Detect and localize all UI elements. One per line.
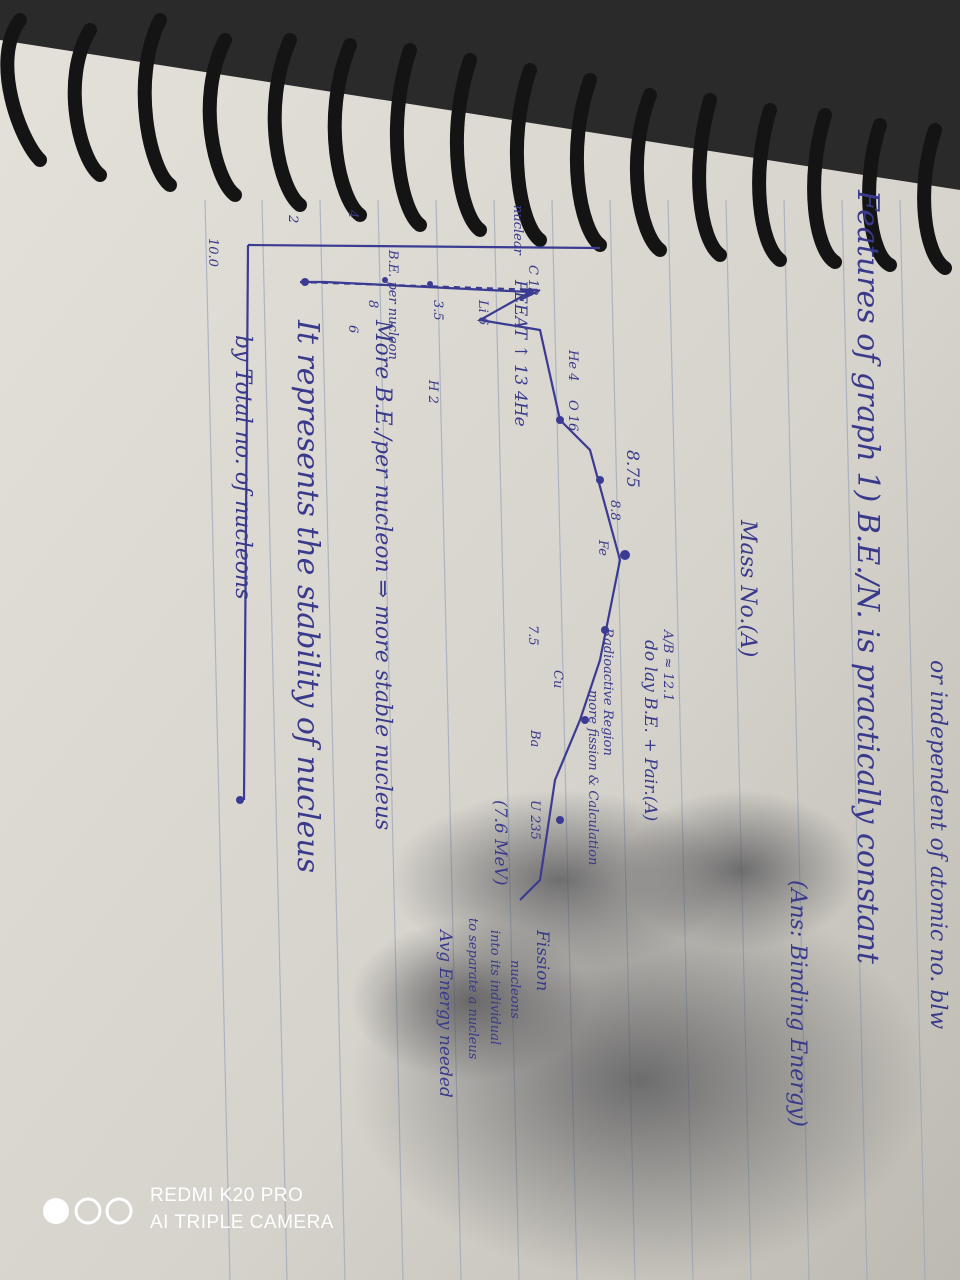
energy-note-1: Avg Energy needed	[435, 930, 455, 1098]
note-bottom2: Features of graph 1) B.E./N. is practically constant	[850, 190, 885, 964]
graph-fe-label: Fe	[595, 540, 610, 557]
graph-x-label: Mass No.(A)	[735, 520, 760, 658]
curve-label-ba: Ba	[527, 730, 542, 748]
y-tick-8: 8	[365, 300, 380, 309]
curve-label-cu: Cu	[550, 670, 565, 689]
curve-label-75: 7.5	[525, 625, 540, 646]
graph-fe-value: 8.75	[622, 450, 642, 488]
curve-label-o16: O 16	[565, 400, 580, 432]
graph-peak-label: PEEAT ↑ 13 4He	[510, 280, 530, 427]
note-line3: More B.E./per nucleon ⇒ more stable nucleus	[370, 320, 395, 831]
y-tick-2: 2	[285, 215, 300, 224]
curve-label-li6: Li 6	[475, 300, 490, 326]
camera-watermark-model: REDMI K20 PRO	[150, 1185, 304, 1206]
graph-a-range: A/B ≈ 12.1	[660, 630, 675, 702]
graph-fission: Fission	[532, 930, 552, 992]
graph-uranium-val: (7.6 MeV)	[490, 800, 510, 886]
graph-fusion-label: nuclear	[510, 205, 525, 255]
y-tick-10: 10.0	[205, 238, 220, 267]
note-line1: by Total no. of nucleons	[230, 335, 255, 600]
energy-note-2: to separate a nucleus	[465, 918, 480, 1060]
energy-note-4: nucleons	[507, 960, 522, 1019]
graph-near-fe: 8.8	[607, 500, 622, 521]
graph-fission-note: more fission & Calculation	[585, 690, 600, 866]
curve-label-he4: He 4	[565, 350, 580, 382]
graph-y-label: B.E. per nucleon	[385, 250, 400, 360]
graph-mid-label: do lay B.E. + Pair.(A)	[640, 640, 660, 822]
y-tick-6: 6	[345, 325, 360, 334]
graph-uranium: U 235	[527, 800, 542, 840]
curve-label-h2: H 2	[425, 380, 440, 404]
note-bottom3: or independent of atomic no. blw	[925, 660, 950, 1030]
y-tick-4: 4	[345, 210, 360, 219]
note-line2: It represents the stability of nucleus	[290, 320, 325, 874]
energy-note-3: into its individual	[487, 930, 502, 1046]
note-bottom1: (Ans: Binding Energy)	[785, 880, 810, 1127]
graph-region-label: Radioactive Region	[600, 628, 615, 756]
camera-watermark-tagline: AI TRIPLE CAMERA	[150, 1212, 334, 1233]
graph-axis-val: 3.5	[430, 300, 445, 321]
curve-label-c12: C 12	[525, 265, 540, 296]
